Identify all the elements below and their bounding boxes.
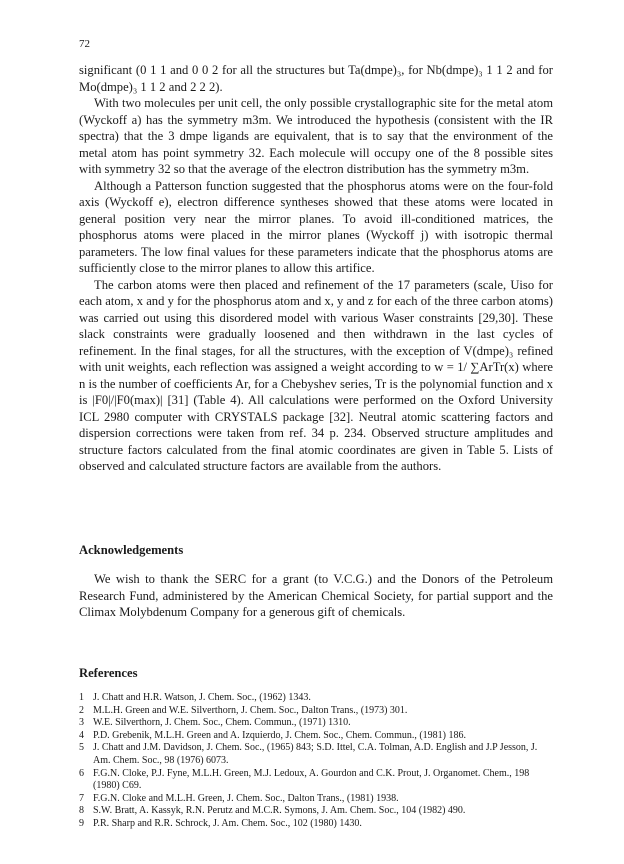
reference-text: P.R. Sharp and R.R. Schrock, J. Am. Chem. Soc., 102 (1980) 1430. [93, 817, 362, 829]
references-list [79, 692, 553, 831]
reference-number: 4 [79, 729, 84, 741]
paragraph-symmetry: With two molecules per unit cell, the only possible crystallographic site for the metal atom (Wyckoff a) has the symmetry m3m. We introduced the hypothesis (consistent with the IR spectra) that the 3 dmpe ligands are equivalent, that is to say that the environment of the metal atom has point symmetry 32. Each molecule will occupy one of the 8 possible sites with symmetry 32 so that the average of the electron distribution has the symmetry m3m. [79, 96, 553, 176]
reference-text: W.E. Silverthorn, J. Chem. Soc., Chem. Commun., (1971) 1310. [93, 717, 351, 729]
reference-item [79, 730, 553, 743]
reference-item [79, 717, 553, 730]
acknowledgements-heading: Acknowledgements [79, 543, 184, 557]
reference-item [79, 793, 553, 806]
body-text [79, 62, 553, 475]
paragraph-patterson: Although a Patterson function suggested that the phosphorus atoms were on the four-fold axis (Wyckoff e), electron difference syntheses showed that these atoms were located in general position very near the mirror planes. To avoid ill-conditioned matrices, the phosphorus atoms were placed in the mirror planes (Wyckoff j) with isotropic thermal parameters. The low final values for these parameters indicate that the phosphorus atoms are sufficiently close to the mirror planes to allow this artifice. [79, 178, 553, 275]
reference-number: 8 [79, 805, 84, 817]
reference-text: P.D. Grebenik, M.L.H. Green and A. Izquierdo, J. Chem. Soc., Chem. Commun., (1981) 186. [93, 729, 467, 741]
reference-number: 5 [79, 742, 84, 754]
reference-number: 7 [79, 792, 84, 804]
paragraph-structures: significant (0 1 1 and 0 0 2 for all the structures but Ta(dmpe)₃, for Nb(dmpe)₃ 1 1 2 and for Mo(dmpe)₃ 1 1 2 and 2 2 2). [79, 63, 553, 94]
reference-number: 3 [79, 717, 84, 729]
reference-text: J. Chatt and J.M. Davidson, J. Chem. Soc., (1965) 843; S.D. Ittel, C.A. Tolman, A.D. English and J.P Jesson, J. Am. Chem. Soc., 98 (1976) 6073. [93, 742, 538, 766]
reference-item [79, 742, 553, 767]
reference-text: J. Chatt and H.R. Watson, J. Chem. Soc., (1962) 1343. [93, 692, 311, 703]
reference-text: F.G.N. Cloke and M.L.H. Green, J. Chem. Soc., Dalton Trans., (1981) 1938. [93, 792, 399, 804]
page-number: 72 [79, 38, 90, 50]
reference-number: 2 [79, 704, 84, 716]
reference-item [79, 705, 553, 718]
paragraph-refinement: The carbon atoms were then placed and refinement of the 17 parameters (scale, Uiso for each atom, x and y for the phosphorus atom and x, y and z for each of the three carbon atoms) was carried out using this disordered model with various Waser constraints [29,30]. These slack constraints were gradually loosened and then withdrawn in the last cycles of refinement. In the final stages, for all the structures, with the exception of V(dmpe)₃ refined with unit weights, each reflection was assigned a weight according to w = 1/ ∑ArTr(x) where n is the number of coefficients Ar, for a Chebyshev series, Tr is the polynomial function and x is |F0|/|F0(max)| [31] (Table 4). All calculations were performed on the Oxford University ICL 2980 computer with CRYSTALS package [32]. Neutral atomic scattering factors and dispersion corrections were taken from ref. 34 p. 234. Observed structure amplitudes and structure factors calculated from the final atomic coordinates are given in Table 5. Lists of observed and calculated structure factors are available from the authors. [79, 277, 553, 473]
reference-number: 9 [79, 817, 84, 829]
reference-number: 6 [79, 767, 84, 779]
reference-text: S.W. Bratt, A. Kassyk, R.N. Perutz and M.C.R. Symons, J. Am. Chem. Soc., 104 (1982) 490. [93, 805, 466, 817]
reference-item [79, 692, 553, 705]
reference-item [79, 768, 553, 793]
reference-item [79, 818, 553, 831]
reference-text: M.L.H. Green and W.E. Silverthorn, J. Chem. Soc., Dalton Trans., (1973) 301. [93, 704, 408, 716]
reference-item [79, 805, 553, 818]
reference-text: F.G.N. Cloke, P.J. Fyne, M.L.H. Green, M.J. Ledoux, A. Gourdon and C.K. Prout, J. Organomet. Chem., 198 (1980) C69. [93, 767, 530, 792]
reference-number: 1 [79, 692, 84, 703]
acknowledgements-text: We wish to thank the SERC for a grant (to V.C.G.) and the Donors of the Petroleum Research Fund, administered by the American Chemical Society, for partial support and the Climax Molybdenum Company for a generous gift of chemicals. [79, 572, 553, 619]
references-heading: References [79, 666, 138, 680]
